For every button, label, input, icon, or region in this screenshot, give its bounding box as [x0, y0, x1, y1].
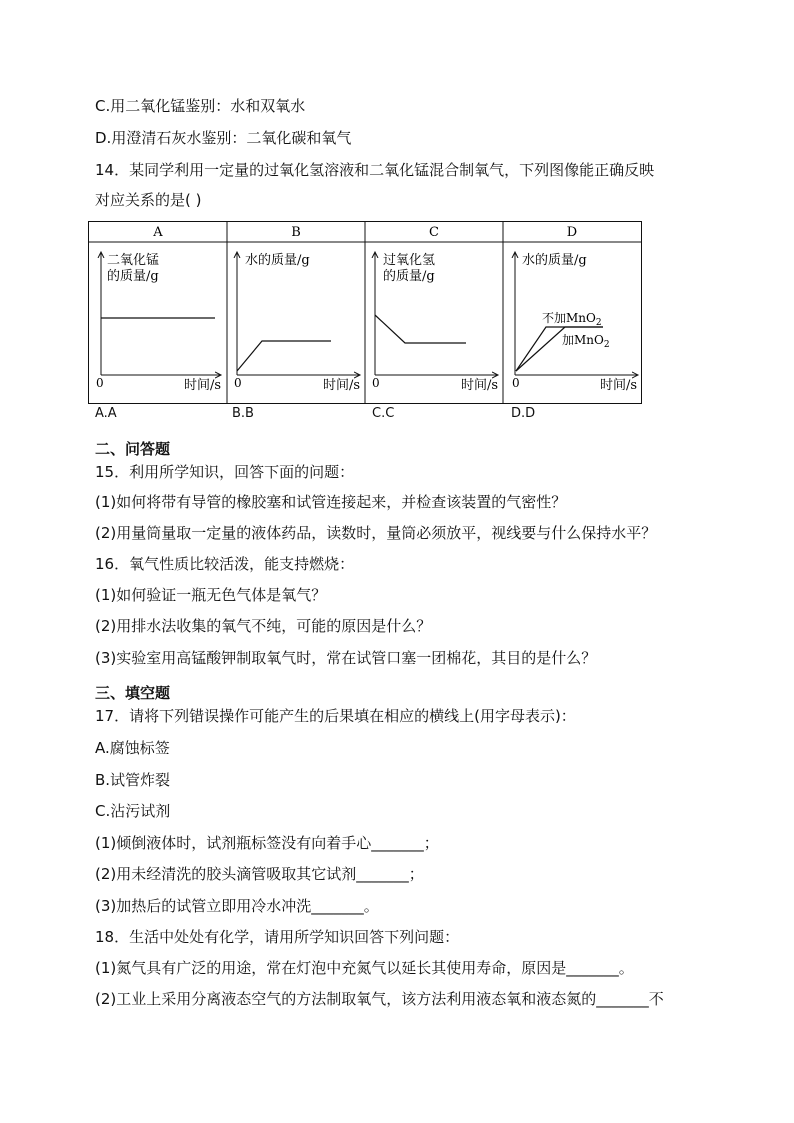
section-3-title: 三、填空题 — [95, 684, 171, 702]
option-c-text: C.用二氧化锰鉴别：水和双氧水 — [95, 97, 306, 115]
curve-label-mno2: 加MnO$_2$ — [562, 333, 610, 350]
question-17: 17．请将下列错误操作可能产生的后果填在相应的横线上(用字母表示)： — [95, 707, 576, 725]
xlabel-c: 时间/s — [461, 378, 499, 393]
choice-b: B.试管炸裂 — [95, 771, 171, 789]
choice-a: A.腐蚀标签 — [95, 739, 170, 757]
header-c: C — [429, 225, 439, 240]
graph-b — [234, 225, 360, 393]
curve-c — [375, 315, 466, 343]
xlabel-a: 时间/s — [184, 378, 222, 393]
graph-c — [372, 225, 498, 393]
ylabel-c-2: 的质量/g — [383, 269, 435, 284]
question-16: 16．氧气性质比较活泼，能支持燃烧： — [95, 555, 355, 573]
question-17-part2: (2)用未经清洗的胶头滴管吸取其它试剂_______； — [95, 865, 424, 883]
question-17-part3: (3)加热后的试管立即用冷水冲洗_______。 — [95, 897, 379, 915]
xlabel-b: 时间/s — [323, 378, 361, 393]
option-d-text: D.用澄清石灰水鉴别：二氧化碳和氧气 — [95, 129, 352, 147]
question-15: 15．利用所学知识，回答下面的问题： — [95, 463, 355, 481]
question-15-part2: (2)用量筒量取一定量的液体药品，读数时，量筒必须放平，视线要与什么保持水平？ — [95, 524, 657, 542]
answer-option-d: D.D — [511, 406, 536, 421]
question-17-part1: (1)倾倒液体时，试剂瓶标签没有向着手心_______； — [95, 834, 439, 852]
origin-a: 0 — [96, 376, 104, 390]
curve-b — [237, 341, 331, 371]
question-18-part1: (1)氮气具有广泛的用途，常在灯泡中充氮气以延长其使用寿命，原因是_______。 — [95, 959, 634, 977]
answer-option-c: C.C — [372, 406, 395, 421]
graph-a — [96, 225, 221, 393]
question-16-part2: (2)用排水法收集的氧气不纯，可能的原因是什么？ — [95, 617, 432, 635]
origin-b: 0 — [234, 376, 242, 390]
ylabel-b: 水的质量/g — [245, 253, 310, 268]
graph-d — [512, 225, 638, 393]
header-b: B — [291, 225, 301, 240]
origin-c: 0 — [372, 376, 380, 390]
answer-option-a: A.A — [95, 406, 117, 421]
header-a: A — [153, 225, 163, 240]
answer-option-b: B.B — [232, 406, 254, 421]
ylabel-c-1: 过氧化氢 — [383, 253, 436, 268]
ylabel-a-1: 二氧化锰 — [107, 253, 160, 268]
question-15-part1: (1)如何将带有导管的橡胶塞和试管连接起来，并检查该装置的气密性？ — [95, 493, 567, 511]
question-16-part1: (1)如何验证一瓶无色气体是氧气？ — [95, 586, 327, 604]
question-18: 18．生活中处处有化学，请用所学知识回答下列问题： — [95, 928, 460, 946]
header-d: D — [566, 225, 578, 240]
question-18-part2: (2)工业上采用分离液态空气的方法制取氧气，该方法利用液态氧和液态氮的_______不 — [95, 990, 664, 1008]
question-14-line1: 14．某同学利用一定量的过氧化氢溶液和二氧化锰混合制氧气，下列图像能正确反映 — [95, 161, 655, 179]
question-14-figure — [88, 221, 644, 405]
question-16-part3: (3)实验室用高锰酸钾制取氧气时，常在试管口塞一团棉花，其目的是什么？ — [95, 649, 597, 667]
curve-label-no-mno2: 不加MnO$_2$ — [542, 311, 602, 328]
section-2-title: 二、问答题 — [95, 440, 171, 458]
choice-c: C.沾污试剂 — [95, 802, 171, 820]
xlabel-d: 时间/s — [600, 378, 638, 393]
question-14-line2: 对应关系的是( ) — [95, 191, 202, 209]
origin-d: 0 — [512, 376, 520, 390]
ylabel-a-2: 的质量/g — [107, 269, 159, 284]
ylabel-d: 水的质量/g — [522, 253, 587, 268]
